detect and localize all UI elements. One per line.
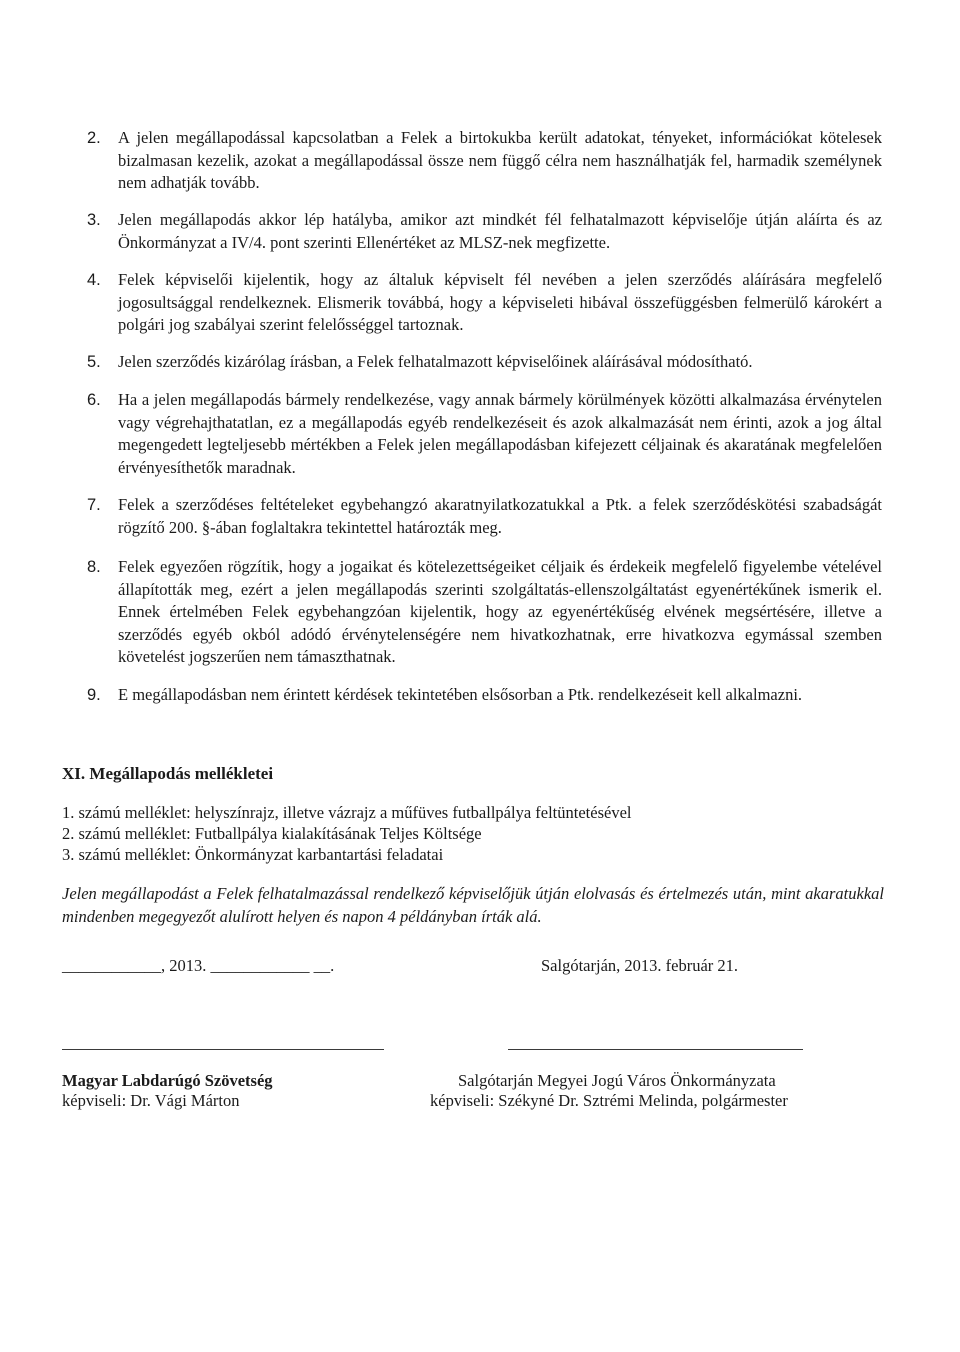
- clause-4: [87, 269, 882, 337]
- clause-6: [87, 389, 882, 479]
- clause-number: 6.: [87, 391, 101, 409]
- clause-number: 3.: [87, 211, 101, 229]
- annex-item: 1. számú melléklet: helyszínrajz, illetve vázrajz a műfüves futballpálya feltüntetésével: [62, 803, 632, 822]
- party-right-representative: képviseli: Székyné Dr. Sztrémi Melinda, polgármester: [430, 1091, 788, 1110]
- annex-item: 3. számú melléklet: Önkormányzat karbantartási feladatai: [62, 845, 444, 864]
- clause-8: [87, 556, 882, 669]
- clause-text: Ha a jelen megállapodás bármely rendelkezése, vagy annak bármely körülmények közötti alkalmazása érvénytelen vagy végrehajthatatlan, ez a megállapodás egyéb rendelkezéseit és azok alkalmazását nem érinti, azok a jog által megengedett legteljesebb mértékben a Felek jelen megállapodásban kifejezett céljainak és akaratának megfelelően érvényesíthetők maradnak.: [118, 390, 882, 477]
- clause-5: [87, 351, 882, 374]
- clause-7: [87, 494, 882, 539]
- clause-text: A jelen megállapodással kapcsolatban a Felek a birtokukba került adatokat, tényeket, információkat kötelesek bizalmasan kezelik, azokat a megállapodással össze nem függő célra nem használhatják fel, harmadik személynek nem adhatják tovább.: [118, 128, 882, 192]
- clause-number: 2.: [87, 129, 101, 147]
- clause-3: [87, 209, 882, 254]
- clause-text: Jelen szerződés kizárólag írásban, a Felek felhatalmazott képviselőinek aláírásával módosítható.: [118, 352, 753, 371]
- party-left-representative: képviseli: Dr. Vági Márton: [62, 1091, 240, 1110]
- clause-number: 5.: [87, 353, 101, 371]
- clause-text: Felek a szerződéses feltételeket egybehangzó akaratnyilatkozatukkal a Ptk. a felek szerződéskötési szabadságát rögzítő 200. §-ában foglaltakra tekintettel határozták meg.: [118, 495, 882, 537]
- party-right-name: Salgótarján Megyei Jogú Város Önkormányzata: [458, 1071, 776, 1090]
- clause-9: [87, 684, 882, 707]
- date-right: Salgótarján, 2013. február 21.: [541, 956, 739, 975]
- clause-text: Felek egyezően rögzítik, hogy a jogaikat és kötelezettségeiket céljaik és érdekeik megfelelő figyelembe vételével állapították meg, ezért a jelen megállapodás szerinti szolgáltatás-ellenszolgáltatást egyenértékűnek ismerik el. Ennek értelmében Felek egybehangzóan kijelentik, hogy az egyenértékűség elvének megsértésére, illetve a szerződés egyéb okból adódó érvénytelenségére nem hivatkozhatnak, erre hivatkozva egymással szemben követelést jogszerűen nem támaszthatnak.: [118, 557, 882, 666]
- signature-line-right: [508, 1049, 803, 1050]
- clause-2: [87, 127, 882, 195]
- signature-line-left: [62, 1049, 384, 1050]
- closing-statement: Jelen megállapodást a Felek felhatalmazással rendelkező képviselőjük útján elolvasás és értelmezés után, mint akaratukkal mindenben megegyezőt alulírott helyen és napon 4 példányban írták alá.: [62, 884, 884, 926]
- date-left: ____________, 2013. ____________ __.: [62, 956, 335, 975]
- party-left-name: Magyar Labdarúgó Szövetség: [62, 1071, 273, 1090]
- clause-number: 9.: [87, 686, 101, 704]
- clause-number: 8.: [87, 558, 101, 576]
- annex-item: 2. számú melléklet: Futballpálya kialakításának Teljes Költsége: [62, 824, 482, 843]
- clause-number: 4.: [87, 271, 101, 289]
- clause-text: E megállapodásban nem érintett kérdések tekintetében elsősorban a Ptk. rendelkezéseit kell alkalmazni.: [118, 685, 803, 704]
- clause-number: 7.: [87, 496, 101, 514]
- section-heading: XI. Megállapodás mellékletei: [62, 764, 274, 783]
- clause-text: Felek képviselői kijelentik, hogy az általuk képviselt fél nevében a jelen szerződés aláírására megfelelő jogosultsággal rendelkeznek. Elismerik továbbá, hogy a képviseleti hibával összefüggésben felmerülő károkért a polgári jog szabályai szerint felelősséggel tartoznak.: [118, 270, 882, 334]
- clause-text: Jelen megállapodás akkor lép hatályba, amikor azt mindkét fél felhatalmazott képviselője útján aláírta és az Önkormányzat a IV/4. pont szerinti Ellenértéket az MLSZ-nek megfizette.: [118, 210, 882, 252]
